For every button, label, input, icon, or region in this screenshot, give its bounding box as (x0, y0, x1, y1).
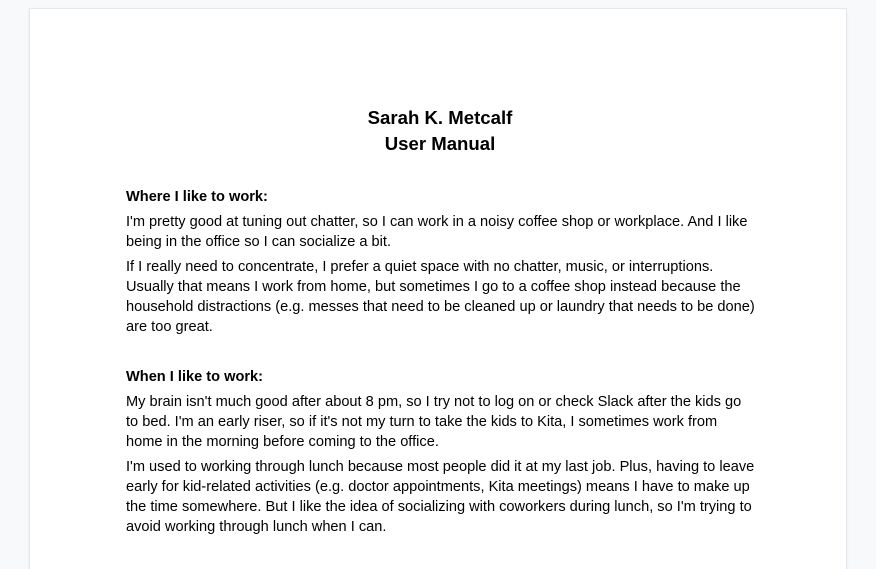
paragraph: My brain isn't much good after about 8 pm, so I try not to log on or check Slack after the kids go to bed. I'm an early riser, so if it's not my turn to take the kids to Kita, I sometimes work from home in the morning before coming to the office. (126, 394, 742, 450)
section-heading: Where I like to work: (126, 189, 268, 205)
paragraph: I'm pretty good at tuning out chatter, so I can work in a noisy coffee shop or workplace. And I like being in the office so I can socialize a bit. (126, 214, 748, 250)
section-heading: When I like to work: (126, 369, 264, 385)
document-body (126, 187, 756, 542)
document-page[interactable] (30, 9, 846, 569)
section-when (126, 367, 756, 537)
section-where (126, 187, 756, 337)
paragraph: I'm used to working through lunch because most people did it at my last job. Plus, having to leave early for kid-related activities (e.g. doctor appointments, Kita meetings) means I have to make up the time somewhere. But I like the idea of socializing with coworkers during lunch, so I'm trying to avoid working through lunch when I can. (126, 459, 755, 535)
title-subtitle: User Manual (384, 133, 496, 154)
paragraph: If I really need to concentrate, I prefer a quiet space with no chatter, music, or interruptions. Usually that means I work from home, but sometimes I go to a coffee shop instead because the household distractions (e.g. messes that need to be cleaned up or laundry that needs to be done) are too great. (126, 259, 755, 335)
document-title (30, 105, 850, 157)
title-name: Sarah K. Metcalf (367, 107, 513, 128)
section-spacer (126, 342, 756, 367)
